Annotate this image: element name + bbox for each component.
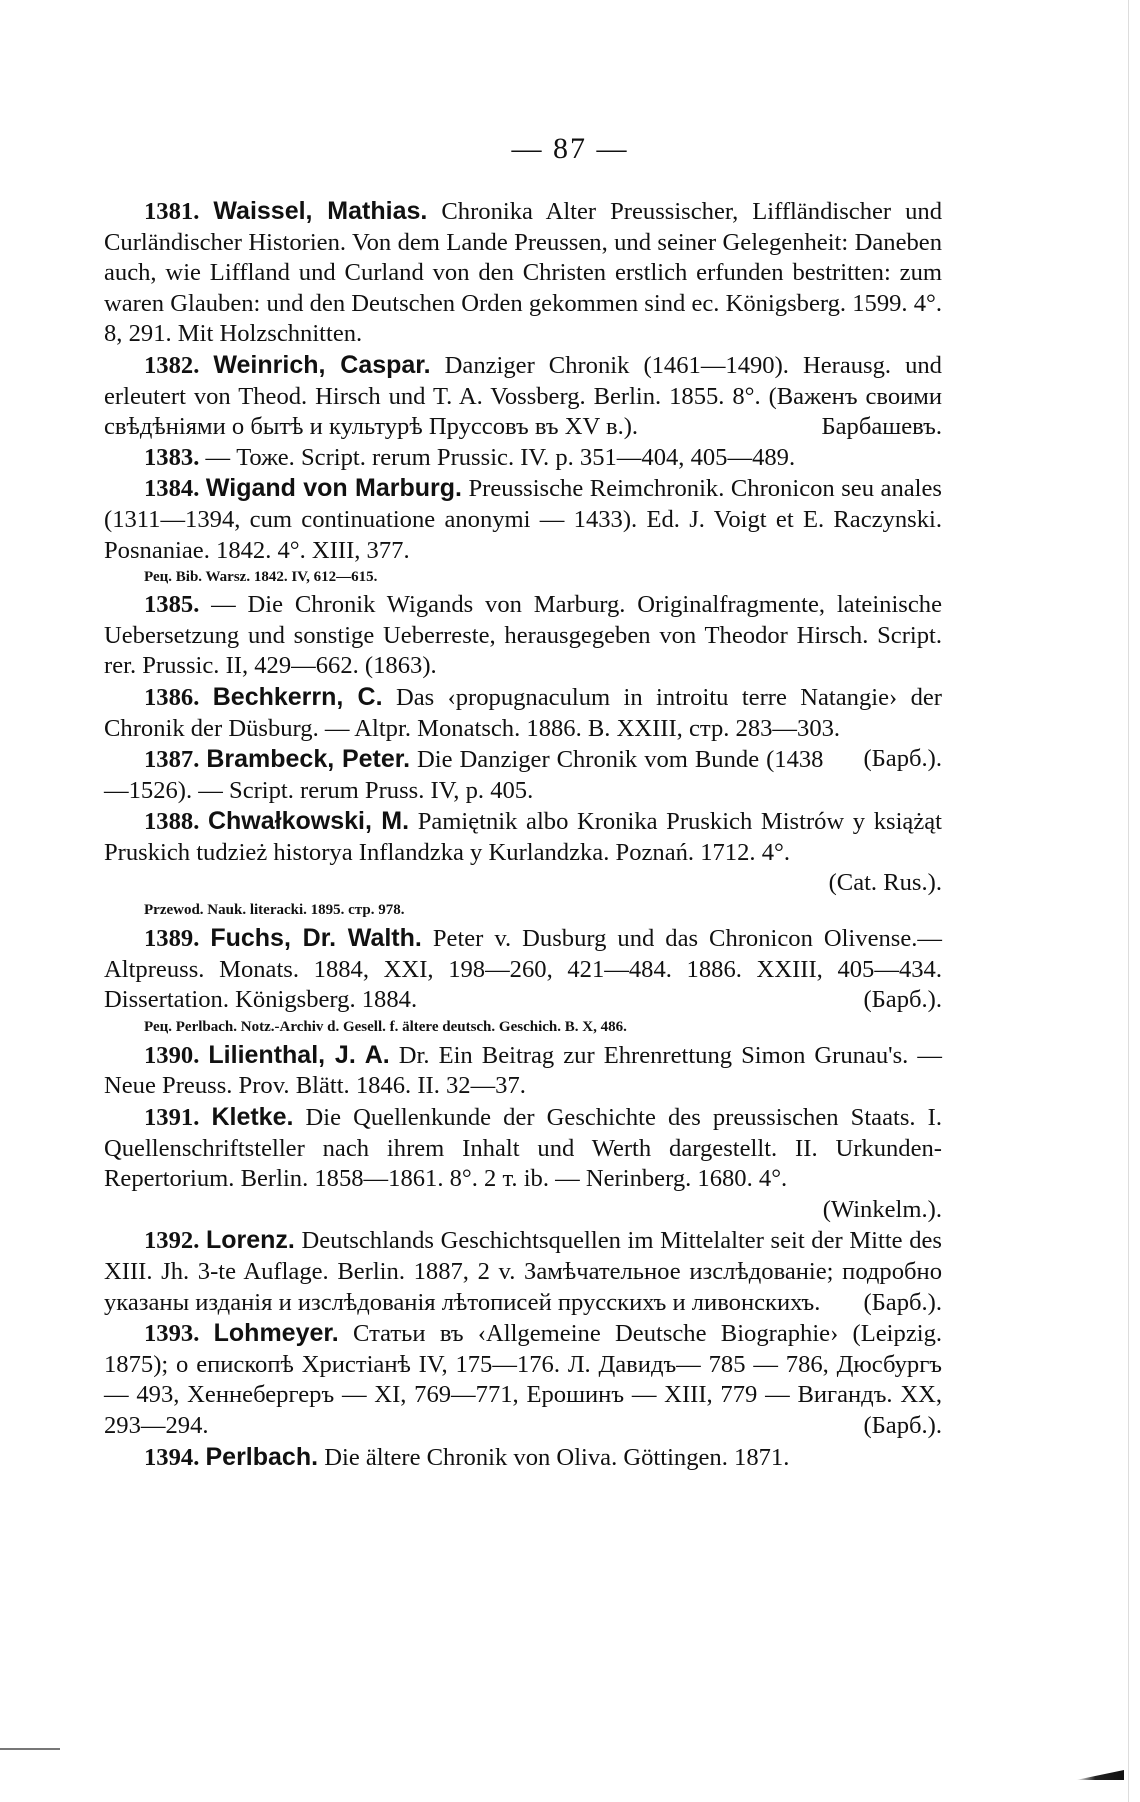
entry-source: (Барб.). [863,1411,942,1439]
entry-text: Статьи въ ‹Allgemeine Deutsche Biographie› (Leipzig. 1875); о епископѣ Христіанѣ IV, 175—176. Л. Давидъ— 785 — 786, Дюсбургъ — 493, Хеннебергеръ — XI, 769—771, Ерошинъ — XIII, 779 — Вигандъ. XX, 293—294. [104,1320,943,1439]
entry-number: 1393. [144,1320,200,1348]
entry-text: Die ältere Chronik von Oliva. Göttingen. 1871. [324,1443,790,1471]
entry-number: 1384. [144,475,200,503]
entry-source: (Winkelm.). [822,1195,942,1223]
entry-source: (Барб.). [863,745,942,773]
entry-1388 [104,806,942,921]
entry-1383 [104,443,942,474]
entry-author: Bechkerrn, C. [212,682,383,711]
entry-review: Рец. Bib. Warsz. 1842. IV, 612—615. [144,569,378,586]
entry-number: 1391. [144,1104,200,1132]
entry-text: Die Danziger Chronik vom Bunde (1438—1526). — Script. rerum Pruss. IV, p. 405. [104,746,824,804]
ink-mark [1076,1770,1124,1780]
entry-number: 1381. [144,198,200,225]
entry-1381 [104,196,942,350]
entry-number: 1386. [144,683,200,711]
entry-number: 1382. [144,351,200,379]
bibliography-entries [104,196,942,1473]
entry-text: Deutschlands Geschichtsquellen im Mittelalter seit der Mitte des XIII. Jh. 3-te Auflage. Berlin. 1887, 2 v. Замѣчательное изслѣдованіе; подробно указаны изданія и изслѣдованія лѣтописей прусскихъ и ливонскихъ. [104,1227,942,1316]
entry-number: 1392. [144,1227,200,1255]
page-number: — 87 — [511,132,629,165]
entry-number: 1389. [144,925,200,953]
entry-text: Chronika Alter Preussischer, Liffländischer und Curländischer Historien. Von dem Lande Preussen, und seiner Gelegenheit: Daneben auch, wie Liffland und Curland von den Christen erstlich erfunden bestritten: zum waren Glauben: und den Deutschen Orden gekommen sind ec. Königsberg. 1599. 4°. 8, 291. Mit Holzschnitten. [104,198,943,348]
scan-edge [1128,0,1129,1802]
entry-1385 [104,590,942,682]
entry-source: Барбашевъ. [821,413,942,441]
entry-author: Fuchs, Dr. Walth. [210,924,422,953]
entry-text: Peter v. Dusburg und das Chronicon Olivense.—Altpreuss. Monats. 1884, XXI, 198—260, 421—484. 1886. XXIII, 405—434. Dissertation. Königsberg. 1884. [104,925,943,1014]
entry-1390 [104,1040,942,1102]
entry-text: Danziger Chronik (1461—1490). Herausg. und erleutert von Theod. Hirsch und T. A. Vossberg. Berlin. 1855. 8°. (Важенъ своими свѣдѣніями о бытѣ и культурѣ Пруссовъ въ XV в.). [104,351,942,441]
entry-number: 1388. [144,808,200,836]
entry-author: Chwałkowski, M. [207,807,410,836]
entry-1394 [104,1442,942,1474]
entry-1392 [104,1225,942,1318]
entry-author: Waissel, Mathias. [213,197,428,225]
scan-rule [0,1748,60,1750]
entry-text: Pamiętnik albo Kronika Pruskich Mistrów y książąt Pruskich tudzież historya Inflandzka y Kurlandzka. Poznań. 1712. 4°. [104,808,942,866]
entry-number: 1390. [144,1041,200,1069]
entry-author: Lohmeyer. [213,1319,339,1348]
entry-number: 1385. [144,591,200,619]
entry-review: Przewod. Nauk. literacki. 1895. стр. 978. [144,902,405,919]
entry-1393 [104,1318,942,1441]
entry-author: Kletke. [211,1103,294,1132]
entry-review: Рец. Perlbach. Notz.-Archiv d. Gesell. f. ältere deutsch. Geschich. B. X, 486. [144,1018,627,1035]
entry-author: Weinrich, Caspar. [213,350,431,379]
entry-author: Lorenz. [205,1226,295,1255]
entry-author: Lilienthal, J. A. [208,1040,390,1069]
entry-number: 1387. [144,746,200,774]
entry-author: Brambeck, Peter. [206,745,411,774]
entry-text: — Тоже. Script. rerum Prussic. IV. p. 351—404, 405—489. [205,443,796,471]
entry-author: Perlbach. [205,1442,319,1471]
entry-number: 1394. [144,1443,200,1471]
entry-source: (Cat. Rus.). [828,869,942,897]
entry-1391 [104,1102,942,1223]
entry-text: Das ‹propugnaculum in introitu terre Natangie› der Chronik der Düsburg. — Altpr. Monatsch. 1886. B. XXIII, стр. 283—303. [104,683,942,742]
entry-author: Wigand von Marburg. [205,474,462,503]
entry-text: Preussische Reimchronik. Chronicon seu anales (1311—1394, cum continuatione anonymi — 1433). Ed. J. Voigt et E. Raczynski. Posnaniae. 1842. 4°. XIII, 377. [104,475,942,564]
entry-text: Die Quellenkunde der Geschichte des preussischen Staats. I. Quellenschriftsteller nach ihrem Inhalt und Werth dargestellt. II. Urkunden-Repertorium. Berlin. 1858—1861. 8°. 2 т. ib. — Nerinberg. 1680. 4°. [104,1104,942,1193]
entry-text: — Die Chronik Wigands von Marburg. Originalfragmente, lateinische Uebersetzung und sonstige Ueberreste, herausgegeben von Theodor Hirsch. Script. rer. Prussic. II, 429—662. (1863). [104,591,942,680]
entry-number: 1383. [144,443,200,471]
entry-source: (Барб.). [863,986,942,1014]
entry-text: Dr. Ein Beitrag zur Ehrenrettung Simon Grunau's. — Neue Preuss. Prov. Blätt. 1846. II. 32—37. [104,1041,942,1100]
entry-1387 [104,744,942,806]
entry-source: (Барб.). [863,1288,942,1316]
entry-1389 [104,923,942,1038]
entry-1382 [104,350,942,443]
entry-1384 [104,473,942,588]
